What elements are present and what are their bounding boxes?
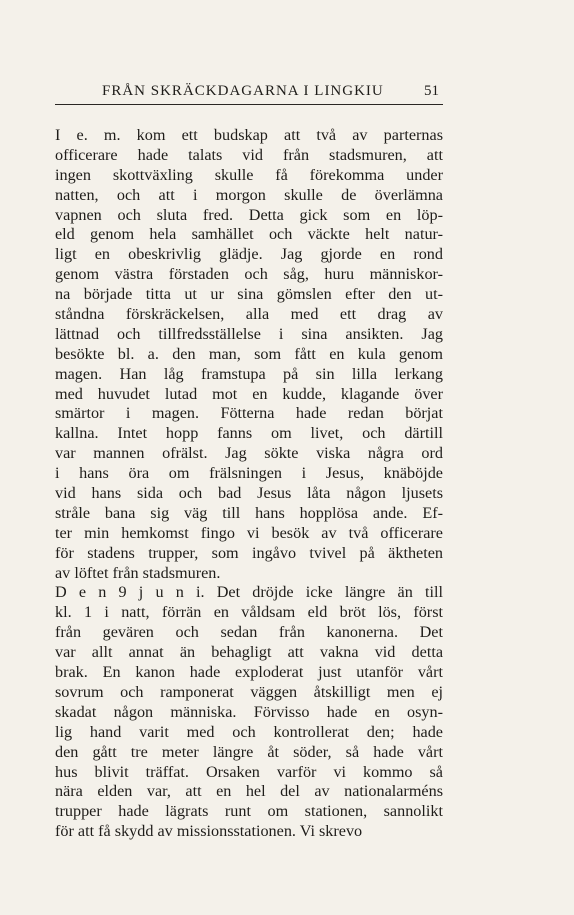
text-line: var mannen ofrälst. Jag sökte viska några ord	[55, 444, 443, 463]
text-line: stråle bana sig väg till hans hopplösa ande. Ef-	[55, 503, 443, 522]
text-line: natten, och att i morgon skulle de överlämna	[55, 185, 443, 204]
text-line: i hans öra om frälsningen i Jesus, knäböjde	[55, 464, 443, 483]
text-line: na började titta ut ur sina gömslen efter den ut-	[55, 285, 443, 304]
book-page	[55, 78, 443, 842]
text-line: för att få skydd av missionsstationen. Vi skrevo	[55, 822, 363, 841]
text-line: kallna. Intet hopp fanns om livet, och därtill	[55, 424, 443, 443]
text-line: brak. En kanon hade exploderat just utanför vårt	[55, 663, 443, 682]
text-line: officerare hade talats vid från stadsmuren, att	[55, 145, 443, 164]
text-line: eld genom hela samhället och väckte helt natur-	[55, 225, 443, 244]
text-line: I e. m. kom ett budskap att två av parternas	[55, 126, 443, 144]
page-header	[55, 78, 443, 105]
text-line: den gått tre meter längre åt söder, så hade vårt	[55, 742, 443, 761]
text-line: vapnen och sluta fred. Detta gick som en löp-	[55, 205, 443, 224]
text-line: nära elden var, att en hel del av nationalarméns	[55, 782, 443, 801]
text-line: sovrum och ramponerat väggen åtskilligt men ej	[55, 682, 443, 701]
text-line: magen. Han låg framstupa på sin lilla lerkang	[55, 364, 443, 383]
text-line: besökte bl. a. den man, som fått en kula genom	[55, 344, 443, 363]
text-line: var allt annat än behagligt att vakna vid detta	[55, 643, 443, 662]
text-line: trupper hade lägrats runt om stationen, sannolikt	[55, 802, 443, 821]
text-line: av löftet från stadsmuren.	[55, 563, 221, 582]
text-line: ingen skottväxling skulle få förekomma under	[55, 165, 443, 184]
text-line: lig hand varit med och kontrollerat den; hade	[55, 722, 443, 741]
body-text	[55, 126, 443, 842]
text-line: ter min hemkomst fingo vi besök av två officerare	[55, 523, 443, 542]
text-line: med huvudet lutad mot en kudde, klagande över	[55, 384, 443, 403]
text-line: smärtor i magen. Fötterna hade redan börjat	[55, 404, 443, 423]
text-line: för stadens trupper, som ingåvo tvivel på äktheten	[55, 543, 443, 562]
text-line: ligt en obeskrivlig glädje. Jag gjorde en rond	[55, 245, 443, 264]
text-line: genom västra förstaden och såg, huru människor-	[55, 265, 443, 284]
running-title: FRÅN SKRÄCKDAGARNA I LINGKIU	[102, 83, 384, 99]
text-line: vid hans sida och bad Jesus låta någon ljusets	[55, 484, 443, 503]
text-line: ståndna förskräckelsen, alla med ett drag av	[55, 305, 443, 324]
text-line: D e n 9 j u n i. Det dröjde icke längre än till	[55, 583, 443, 602]
text-line: skadat någon människa. Förvisso hade en osyn-	[55, 702, 443, 721]
page-number: 51	[424, 83, 439, 99]
text-line: kl. 1 i natt, förrän en våldsam eld bröt lös, först	[55, 603, 443, 622]
text-line: hus blivit träffat. Orsaken varför vi kommo så	[55, 762, 443, 781]
text-line: från gevären och sedan från kanonerna. Det	[55, 623, 443, 642]
text-line: lättnad och tillfredsställelse i sina ansikten. Jag	[55, 324, 443, 343]
